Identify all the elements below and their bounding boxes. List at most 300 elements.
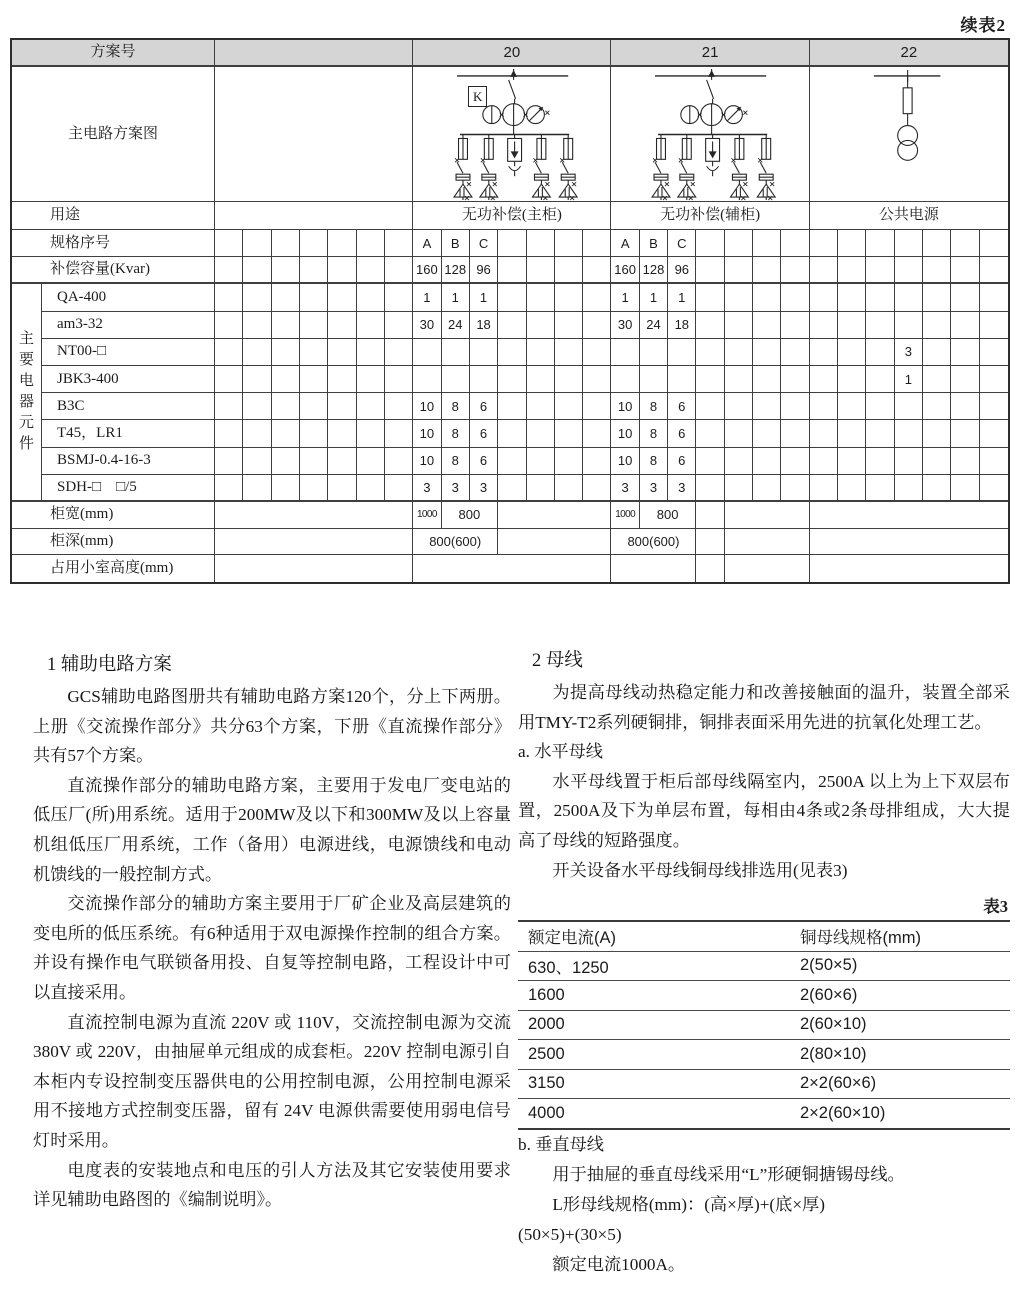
empty-cell [923,448,951,475]
value-cell: 10 [413,420,441,447]
empty-cell [328,448,356,475]
empty-cell [753,475,781,502]
component-row-label: JBK3-400 [42,366,215,393]
spec-row-label: 补偿容量(Kvar) [12,257,215,284]
value-cell: 1 [413,284,441,311]
empty-cell [272,312,300,339]
empty-cell [696,529,724,555]
usage-value: 公共电源 [810,202,1008,230]
value-cell: B [640,230,668,257]
empty-cell [272,393,300,420]
empty-cell [357,312,385,339]
empty-cell [781,257,809,284]
empty-cell [781,393,809,420]
empty-cell [923,312,951,339]
empty-cell [583,420,611,447]
table3-row [518,1040,1010,1070]
dimension-value-cell: 800(600) [413,529,498,555]
empty-cell [781,366,809,393]
circuit-diagram-svg [611,67,808,201]
value-cell: 3 [413,475,441,502]
empty-cell [357,393,385,420]
empty-cell [838,312,866,339]
section-heading-busbar: 2 母线 [532,651,583,671]
empty-cell [527,420,555,447]
empty-cell [838,284,866,311]
value-cell: 6 [470,448,498,475]
empty-cell [725,312,753,339]
component-row-label: QA-400 [42,284,215,311]
empty-cell [980,230,1008,257]
empty-cell [951,393,979,420]
empty-cell [668,339,696,366]
value-cell: 8 [640,393,668,420]
empty-cell [725,475,753,502]
table3-busbar-spec: 2(50×5) [790,951,1010,981]
empty-cell [923,230,951,257]
value-cell: 1 [640,284,668,311]
empty-cell [866,448,894,475]
empty-cell [243,257,271,284]
empty-cell [810,529,1008,555]
dimension-row-label: 占用小室高度(mm) [12,555,215,582]
component-section-label-char: 要 [18,352,34,369]
aux-circuit-paragraph: 直流操作部分的辅助电路方案，主要用于发电厂变电站的低压厂(所)用系统。适用于200MW及以下和300MW及以上容量机组低压厂用系统，工作（备用）电源进线，电源馈线和电动机馈线的一般控制方式。 [33,775,511,884]
empty-cell [272,366,300,393]
empty-cell [498,420,526,447]
empty-cell [243,284,271,311]
empty-cell [583,339,611,366]
empty-cell [951,339,979,366]
empty-cell [385,420,413,447]
component-section-label-char: 件 [18,436,34,453]
table3-rated-current: 3150 [518,1069,790,1099]
empty-cell [866,284,894,311]
table3-busbar-spec: 2(80×10) [790,1040,1010,1070]
left-text-column [33,650,511,1215]
empty-cell [215,475,243,502]
value-cell: 8 [442,420,470,447]
dimension-value-cell: 1000 [611,502,639,529]
empty-cell [895,284,923,311]
dimension-value-cell: 800 [442,502,499,529]
section-heading-aux-circuit: 1 辅助电路方案 [47,655,172,675]
component-section-label-char: 主 [18,331,34,348]
empty-cell [923,393,951,420]
empty-cell [895,312,923,339]
empty-cell [696,312,724,339]
empty-cell [980,366,1008,393]
component-section-label-char: 元 [18,415,34,432]
empty-cell [413,366,441,393]
table3-row [518,1010,1010,1040]
empty-cell [923,284,951,311]
empty-cell [272,339,300,366]
empty-cell [866,366,894,393]
value-cell: 1 [611,284,639,311]
empty-cell [498,502,611,529]
empty-cell [527,230,555,257]
circuit-diagram-svg [413,67,610,201]
empty-cell [583,284,611,311]
empty-cell [300,257,328,284]
value-cell: 18 [470,312,498,339]
circuit-diagram-scheme-21 [611,67,809,202]
empty-cell [498,475,526,502]
empty-cell [980,448,1008,475]
empty-cell [980,420,1008,447]
empty-cell [442,339,470,366]
empty-cell [470,339,498,366]
empty-cell [215,448,243,475]
table3-row [518,951,1010,981]
table-continuation-label: 续表2 [960,16,1006,35]
table3-col-busbar-spec: 铜母线规格(mm) [790,921,1010,951]
empty-cell [895,475,923,502]
value-cell: 18 [668,312,696,339]
table3-rated-current: 2500 [518,1040,790,1070]
empty-cell [357,230,385,257]
circuit-diagram-scheme-22 [810,67,1008,202]
empty-cell [810,502,1008,529]
empty-cell [810,420,838,447]
empty-cell [498,366,526,393]
empty-cell [980,284,1008,311]
empty-cell [781,448,809,475]
empty-cell [215,339,243,366]
value-cell: 6 [668,448,696,475]
empty-cell [527,339,555,366]
empty-cell [696,366,724,393]
empty-cell [328,475,356,502]
empty-cell [980,475,1008,502]
empty-cell [215,230,243,257]
aux-circuit-paragraph: 电度表的安装地点和电压的引人方法及其它安装使用要求详见辅助电路图的《编制说明》。 [33,1160,511,1210]
diagram-row-label: 主电路方案图 [12,67,215,202]
value-cell: 128 [640,257,668,284]
empty-cell [895,230,923,257]
empty-cell [838,475,866,502]
value-cell: 160 [413,257,441,284]
empty-cell [810,257,838,284]
empty-cell [923,339,951,366]
empty-cell [923,475,951,502]
empty-cell [980,312,1008,339]
table3-intro-line: 开关设备水平母线铜母线排选用(见表3) [552,860,848,880]
value-cell: A [413,230,441,257]
component-section-label [12,284,42,502]
circuit-diagram-scheme-20 [413,67,611,202]
usage-value: 无功补偿(辅柜) [611,202,809,230]
empty-cell [527,448,555,475]
empty-cell [753,257,781,284]
empty-cell [725,393,753,420]
empty-cell [980,257,1008,284]
empty-cell [753,366,781,393]
empty-cell [272,284,300,311]
subheading-vertical-busbar: b. 垂直母线 [518,1134,604,1154]
empty-cell [300,366,328,393]
empty-cell [810,284,838,311]
empty-cell [640,339,668,366]
empty-cell [781,230,809,257]
empty-cell [725,257,753,284]
empty-cell [385,339,413,366]
usage-value: 无功补偿(主柜) [413,202,611,230]
empty-cell [243,475,271,502]
value-cell: 10 [413,448,441,475]
value-cell: 24 [640,312,668,339]
empty-cell [923,257,951,284]
spec-row-label: 规格序号 [12,230,215,257]
main-scheme-table [10,38,1010,584]
empty-cell [328,312,356,339]
empty-cell [555,284,583,311]
empty-cell [951,257,979,284]
empty-cell [753,420,781,447]
empty-cell [385,475,413,502]
empty-cell [215,529,413,555]
empty-cell [696,475,724,502]
value-cell: 8 [640,448,668,475]
component-row-label: am3-32 [42,312,215,339]
table3-header-row [518,921,1010,951]
table3-rated-current: 630、1250 [518,951,790,981]
empty-cell [385,366,413,393]
empty-cell [810,312,838,339]
dimension-value-cell: 1000 [413,502,441,529]
value-cell: 3 [442,475,470,502]
empty-cell [923,420,951,447]
empty-cell [895,420,923,447]
empty-cell [243,230,271,257]
empty-cell [272,448,300,475]
table3-busbar-spec: 2(60×10) [790,1010,1010,1040]
value-cell: 1 [470,284,498,311]
empty-cell [272,475,300,502]
usage-empty-cell [215,202,413,230]
empty-cell [810,393,838,420]
empty-cell [272,257,300,284]
vertical-busbar-line-2: L形母线规格(mm)：(高×厚)+(底×厚) [552,1195,825,1215]
empty-cell [725,502,810,529]
value-cell: 8 [442,448,470,475]
table3-col-rated-current: 额定电流(A) [518,921,790,951]
empty-cell [385,230,413,257]
empty-cell [328,420,356,447]
empty-cell [498,448,526,475]
value-cell: 30 [413,312,441,339]
empty-cell [243,339,271,366]
table3-rated-current: 4000 [518,1099,790,1129]
transformer-diagram-svg [810,67,1008,201]
empty-cell [611,366,639,393]
diagram-empty-cell [215,67,413,202]
empty-cell [215,502,413,529]
empty-cell [725,366,753,393]
empty-cell [980,393,1008,420]
value-cell: 160 [611,257,639,284]
header-scheme-22: 22 [810,40,1008,67]
empty-cell [215,312,243,339]
value-cell: 10 [611,393,639,420]
empty-cell [810,475,838,502]
empty-cell [583,257,611,284]
value-cell: C [668,230,696,257]
value-cell: 1 [895,366,923,393]
empty-cell [696,339,724,366]
busbar-intro-paragraph: 为提高母线动热稳定能力和改善接触面的温升，装置全部采用TMY-T2系列硬铜排，铜排表面采用先进的抗氧化处理工艺。 [518,683,1010,732]
empty-cell [725,284,753,311]
empty-cell [328,284,356,311]
empty-cell [300,230,328,257]
empty-cell [300,475,328,502]
empty-cell [215,366,243,393]
value-cell: 24 [442,312,470,339]
empty-cell [300,339,328,366]
empty-cell [696,393,724,420]
empty-cell [328,393,356,420]
empty-cell [243,420,271,447]
empty-cell [527,257,555,284]
aux-circuit-paragraphs [33,682,511,1215]
empty-cell [442,366,470,393]
empty-cell [385,448,413,475]
empty-cell [583,475,611,502]
value-cell: 96 [470,257,498,284]
empty-cell [725,339,753,366]
empty-cell [357,420,385,447]
empty-cell [555,230,583,257]
value-cell: 96 [668,257,696,284]
empty-cell [951,312,979,339]
table3-rated-current: 2000 [518,1010,790,1040]
empty-cell [810,555,1008,582]
empty-cell [413,339,441,366]
k-switch-label: K [468,86,487,107]
empty-cell [357,339,385,366]
empty-cell [696,502,724,529]
empty-cell [753,339,781,366]
empty-cell [357,284,385,311]
empty-cell [527,393,555,420]
component-row-label: NT00-□ [42,339,215,366]
component-row-label: BSMJ-0.4-16-3 [42,448,215,475]
empty-cell [753,448,781,475]
empty-cell [668,366,696,393]
empty-cell [753,230,781,257]
empty-cell [951,475,979,502]
empty-cell [583,393,611,420]
value-cell: 3 [470,475,498,502]
empty-cell [215,555,413,582]
value-cell: C [470,230,498,257]
empty-cell [300,448,328,475]
empty-cell [696,448,724,475]
value-cell: 128 [442,257,470,284]
value-cell: 6 [668,393,696,420]
empty-cell [951,284,979,311]
empty-cell [357,448,385,475]
value-cell: 3 [640,475,668,502]
empty-cell [498,312,526,339]
empty-cell [696,284,724,311]
empty-cell [357,366,385,393]
table3-caption: 表3 [983,897,1008,917]
empty-cell [243,393,271,420]
empty-cell [555,448,583,475]
header-scheme-21: 21 [611,40,809,67]
empty-cell [215,393,243,420]
table3-busbar-spec: 2×2(60×6) [790,1069,1010,1099]
empty-cell [583,312,611,339]
empty-cell [385,312,413,339]
empty-cell [781,475,809,502]
empty-cell [215,257,243,284]
empty-cell [272,230,300,257]
empty-cell [498,284,526,311]
aux-circuit-paragraph: 交流操作部分的辅助方案主要用于厂矿企业及高层建筑的变电所的低压系统。有6种适用于双电源操作控制的组合方案。并设有操作电气联锁备用投、自复等控制电路，工程设计中可以直接采用。 [33,894,511,1002]
table3-row [518,981,1010,1011]
empty-cell [753,284,781,311]
empty-cell [781,420,809,447]
value-cell: 8 [640,420,668,447]
component-row-label: T45，LR1 [42,420,215,447]
empty-cell [215,284,243,311]
empty-cell [583,230,611,257]
table3-row [518,1099,1010,1129]
empty-cell [527,312,555,339]
dimension-row-label: 柜宽(mm) [12,502,215,529]
empty-cell [725,555,810,582]
aux-circuit-paragraph: 直流控制电源为直流 220V 或 110V，交流控制电源为交流 380V 或 220V，由抽屉单元组成的成套柜。220V 控制电源引自本柜内专设控制变压器供电的公用控制电源，公用控制电源采用不接地方式控制变压器，留有 24V 电源供需要使用弱电信号灯时采用。 [33,1012,511,1150]
empty-cell [781,339,809,366]
usage-row-label: 用途 [12,202,215,230]
empty-cell [866,475,894,502]
value-cell: A [611,230,639,257]
empty-cell [611,339,639,366]
empty-cell [838,257,866,284]
subheading-horizontal-busbar: a. 水平母线 [518,742,603,762]
empty-cell [272,420,300,447]
empty-cell [385,257,413,284]
empty-cell [725,448,753,475]
empty-cell [527,366,555,393]
empty-cell [866,230,894,257]
empty-cell [696,420,724,447]
table3-row [518,1069,1010,1099]
value-cell: 30 [611,312,639,339]
empty-cell [640,366,668,393]
empty-cell [328,230,356,257]
aux-circuit-paragraph: GCS辅助电路图册共有辅助电路方案120个，分上下两册。上册《交流操作部分》共分63个方案，下册《直流操作部分》共有57个方案。 [33,687,511,766]
empty-cell [470,366,498,393]
empty-cell [696,257,724,284]
empty-cell [498,339,526,366]
value-cell: 3 [668,475,696,502]
empty-cell [781,284,809,311]
component-section-label-char: 器 [18,394,34,411]
value-cell: 3 [895,339,923,366]
empty-cell [555,475,583,502]
empty-cell [753,393,781,420]
empty-cell [583,448,611,475]
horizontal-busbar-paragraph: 水平母线置于柜后部母线隔室内，2500A 以上为上下双层布置，2500A及下为单层布置，每相由4条或2条母排组成，大大提高了母线的短路强度。 [518,771,1010,850]
table3-busbar-spec: 2(60×6) [790,981,1010,1011]
component-row-label: SDH-□ □/5 [42,475,215,502]
value-cell: 10 [611,448,639,475]
empty-cell [895,393,923,420]
